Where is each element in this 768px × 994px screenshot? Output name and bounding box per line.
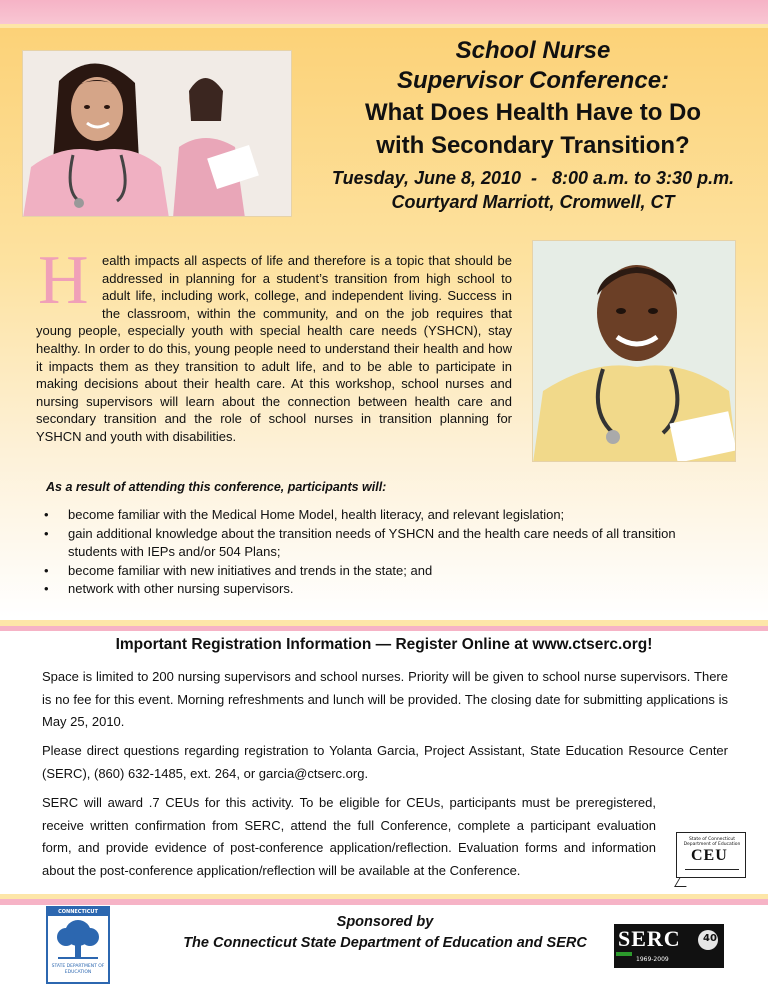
registration-heading: Important Registration Information — Register Online at www.ctserc.org!	[115, 636, 653, 653]
sponsor-line-1: Sponsored by	[336, 914, 434, 930]
sponsor-block	[140, 912, 630, 954]
nurses-photo-illustration	[23, 51, 292, 217]
nurses-photo	[22, 50, 292, 217]
intro-paragraph	[36, 252, 512, 446]
event-venue: Courtyard Marriott, Cromwell, CT	[391, 192, 675, 212]
registration-paragraph-2: Please direct questions regarding registration to Yolanta Garcia, Project Assistant, State Education Resource Center (SERC), (860) 632-1485, ext. 264, or garcia@ctserc.org.	[42, 743, 728, 781]
serc-logo-name: SERC	[618, 926, 681, 951]
intro-text: ealth impacts all aspects of life and therefore is a topic that should be addressed in planning for a student’s transition from high school to adult life, including work, college, and independent living. Success in the classroom, within the community, and on the job requires that young people, especially youth with special health care needs (YSHCN), stay healthy. In order to do this, young people need to understand their health and how it impacts them as they transition to adult life, and to be able to participate in making decisions about their health care. At this workshop, school nurses and nursing supervisors will learn about the connection between health care and secondary transition and the role of school nurses in transition planning for YSHCN and youth with disabilities.	[36, 253, 512, 444]
event-title-block	[300, 36, 766, 214]
ceu-badge-logo	[676, 832, 746, 878]
oak-tree-icon	[48, 917, 108, 961]
ceu-badge-caption: State of Connecticut Department of Education	[683, 837, 741, 847]
sponsor-line-2: The Connecticut State Department of Education and SERC	[183, 935, 587, 951]
ceu-paragraph-text: SERC will award .7 CEUs for this activity. To be eligible for CEUs, participants must be preregistered, receive written confirmation from SERC, attend the full Conference, complete a participant evaluation form, and provide evidence of post-conference application/reflection. Evaluation forms and information about the post-conference application/reflection will be available at the Conference.	[42, 795, 656, 878]
registration-paragraph-1: Space is limited to 200 nursing supervisors and school nurses. Priority will be given to school nurse supervisors. There is no fee for this event. Morning refreshments and lunch will be provided. The closing date for submitting applications is May 25, 2010.	[42, 669, 728, 729]
smiling-nurse-illustration	[533, 241, 736, 462]
title-line-3: What Does Health Have to Do	[364, 99, 702, 126]
drop-cap-letter: H	[38, 242, 89, 319]
bullet-icon: •	[44, 507, 49, 522]
outcome-text: become familiar with new initiatives and trends in the state; and	[68, 562, 433, 578]
title-line-4: with Secondary Transition?	[376, 132, 690, 159]
outcomes-heading: As a result of attending this conference, participants will:	[46, 480, 387, 494]
serc-logo	[614, 924, 724, 968]
ct-logo-footer: STATE DEPARTMENT OF EDUCATION	[51, 964, 105, 975]
bullet-icon: •	[44, 581, 49, 597]
outcomes-list	[44, 506, 724, 599]
anniversary-medal-number: 40	[703, 933, 717, 944]
title-line-2: Supervisor Conference:	[396, 67, 670, 94]
list-item	[44, 562, 724, 581]
event-date-time: Tuesday, June 8, 2010 - 8:00 a.m. to 3:30 p.m.	[331, 168, 735, 188]
ct-logo-header: CONNECTICUT	[48, 908, 108, 916]
top-pink-band	[0, 0, 768, 24]
outcome-text: network with other nursing supervisors.	[68, 581, 294, 597]
bullet-icon: •	[44, 562, 49, 578]
outcome-text: gain additional knowledge about the transition needs of YSHCN and the health care needs of all transition students with IEPs and/or 504 Plans;	[68, 525, 676, 560]
list-item	[44, 506, 724, 525]
list-item	[44, 580, 724, 599]
smiling-nurse-photo	[532, 240, 736, 462]
bullet-icon: •	[44, 525, 49, 541]
ceu-badge-label: CEU	[691, 847, 728, 864]
list-item	[44, 525, 724, 562]
divider-pink-band	[0, 626, 768, 631]
outcome-text: become familiar with the Medical Home Model, health literacy, and relevant legislation;	[68, 507, 565, 522]
ct-department-logo	[46, 906, 110, 984]
registration-paragraph-3	[42, 792, 728, 882]
serc-logo-years: 1969-2009	[636, 956, 669, 963]
bottom-pink-band	[0, 899, 768, 905]
title-line-1: School Nurse	[455, 37, 611, 64]
